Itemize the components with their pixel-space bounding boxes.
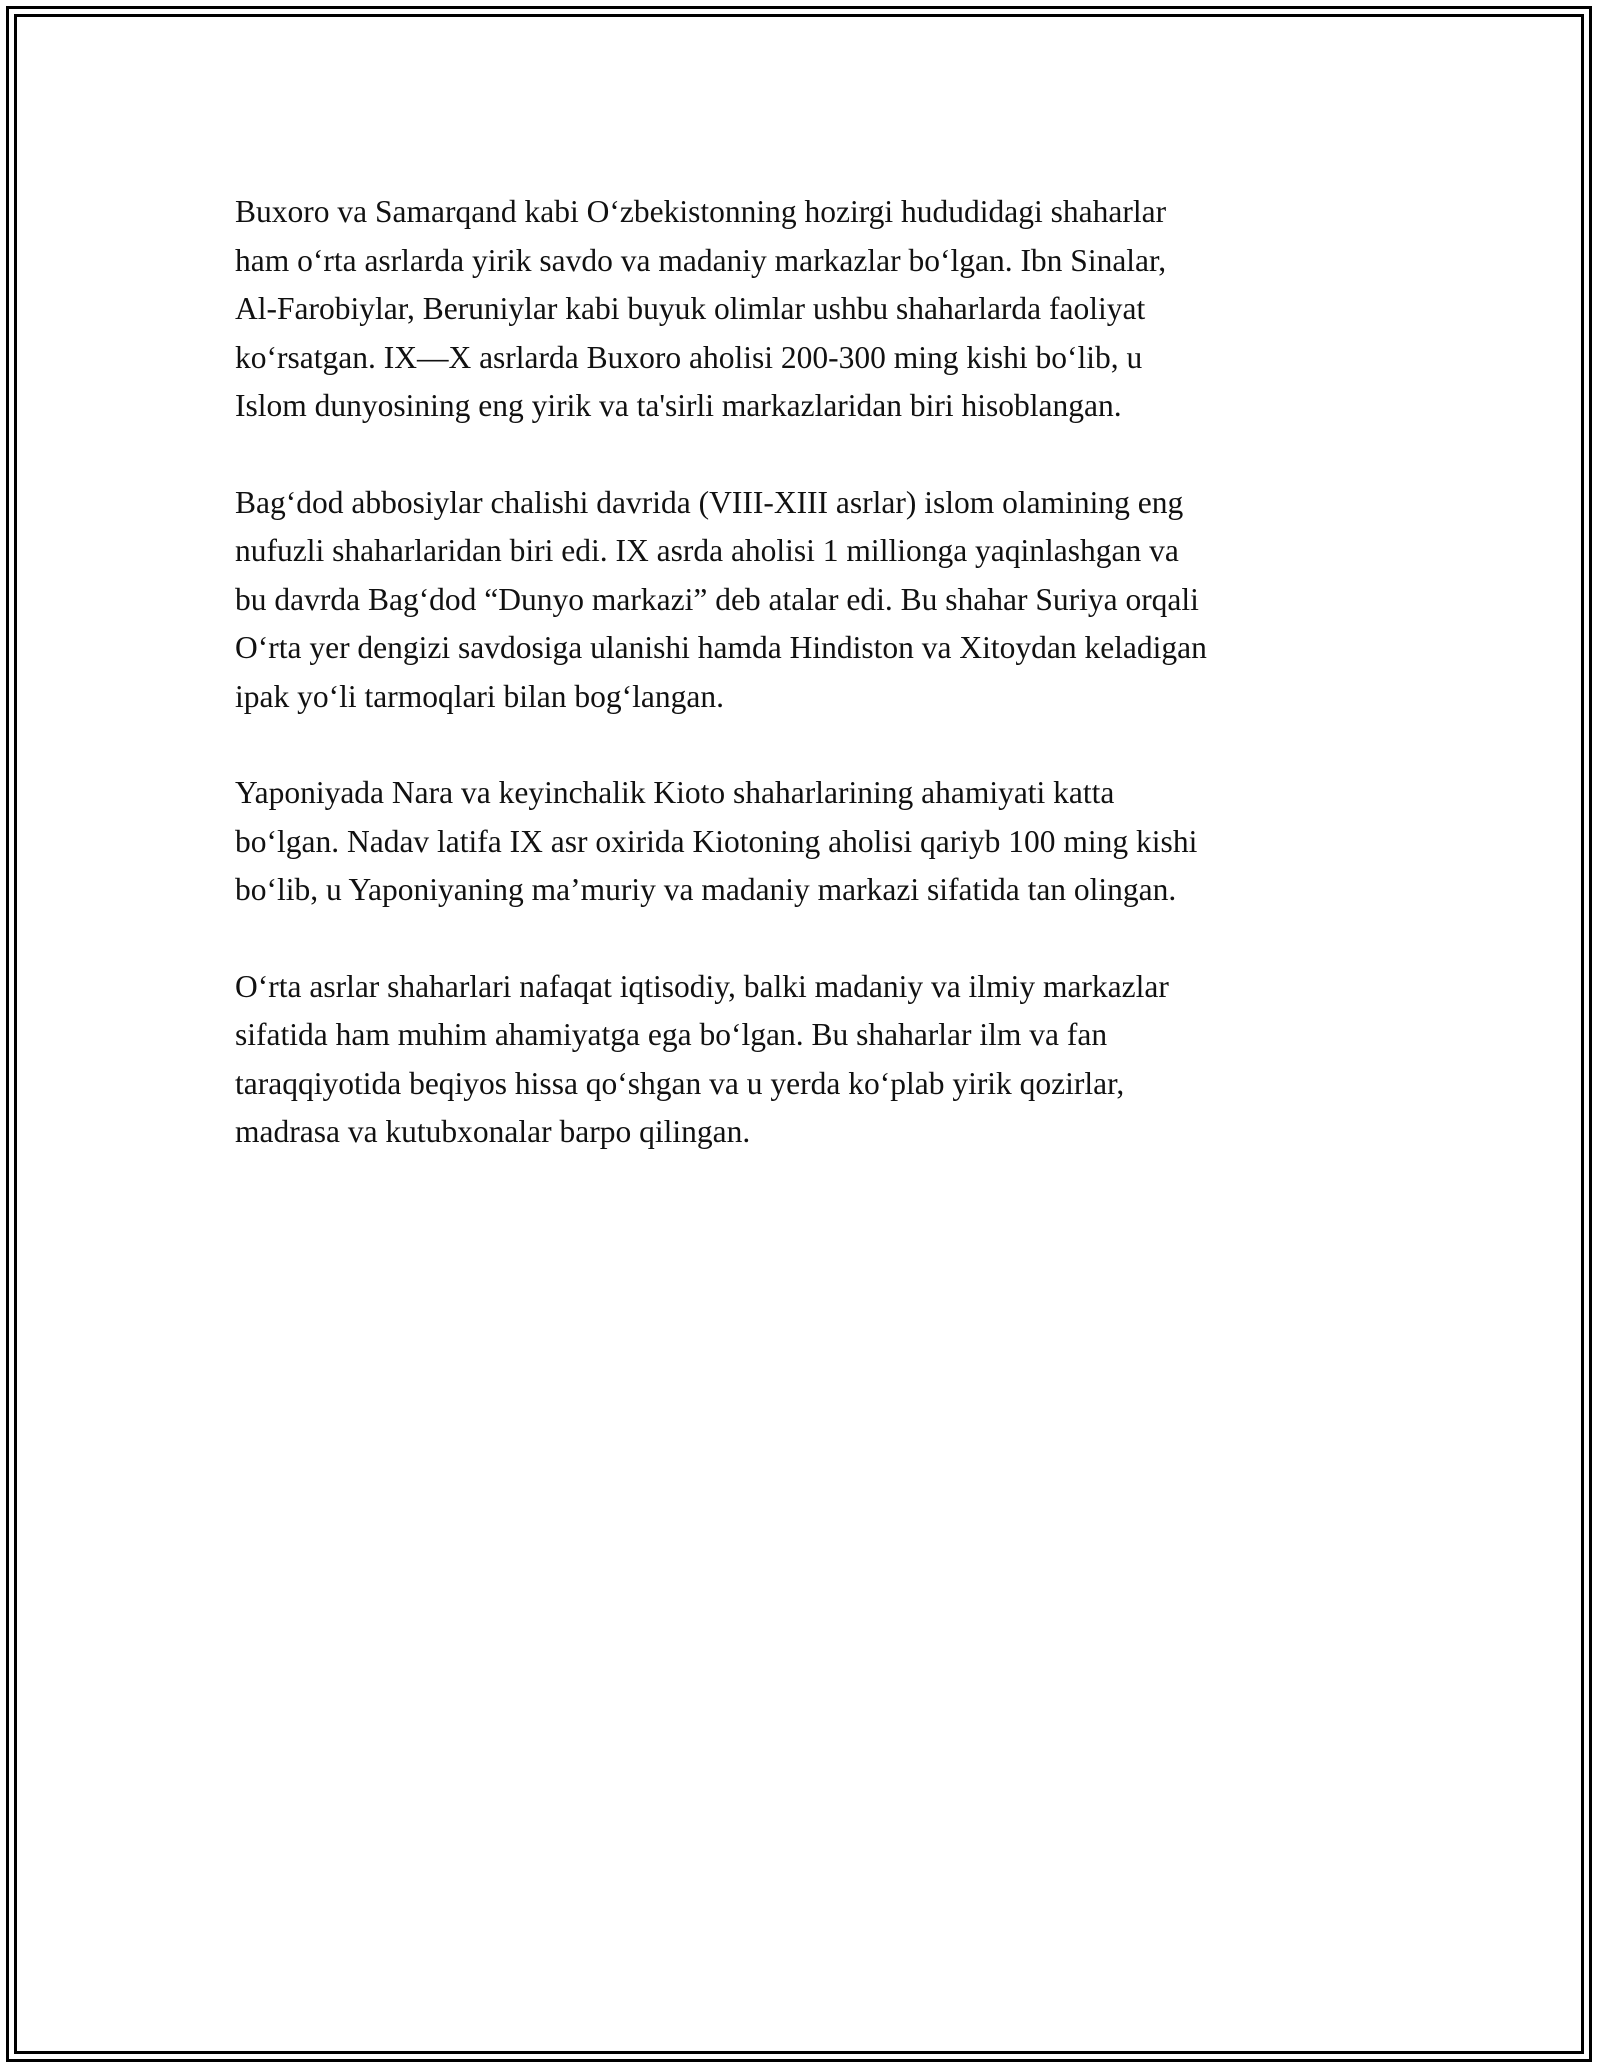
paragraph-2: Bag‘dod abbosiylar chalishi davrida (VIII-XIII asrlar) islom olamining eng nufuzli shaharlaridan biri edi. IX asrda aholisi 1 millionga yaqinlashgan va bu davrda Bag‘dod “Dunyo markazi” deb atalar edi. Bu shahar Suriya orqali O‘rta yer dengizi savdosiga ulanishi hamda Hindiston va Xitoydan keladigan ipak yo‘li tarmoqlari bilan bog‘langan. <box>235 484 1207 714</box>
paragraph-4: O‘rta asrlar shaharlari nafaqat iqtisodiy, balki madaniy va ilmiy markazlar sifatida ham muhim ahamiyatga ega bo‘lgan. Bu shaharlar ilm va fan taraqqiyotida beqiyos hissa qo‘shgan va u yerda ko‘plab yirik qozirlar, madrasa va kutubxonalar barpo qilingan. <box>235 968 1169 1149</box>
paragraph-3: Yaponiyada Nara va keyinchalik Kioto shaharlarining ahamiyati katta bo‘lgan. Nadav latifa IX asr oxirida Kiotoning aholisi qariyb 100 ming kishi bo‘lib, u Yaponiyaning ma’muriy va madaniy markazi sifatida tan olingan. <box>235 775 1198 907</box>
paragraph-1: Buxoro va Samarqand kabi O‘zbekistonning hozirgi hududidagi shaharlar ham o‘rta asrlarda yirik savdo va madaniy markazlar bo‘lgan. Ibn Sinalar, Al-Farobiylar, Beruniylar kabi buyuk olimlar ushbu shaharlarda faoliyat ko‘rsatgan. IX—X asrlarda Buxoro aholisi 200-300 ming kishi bo‘lib, u Islom dunyosining eng yirik va ta'sirli markazlaridan biri hisoblangan. <box>235 194 1167 423</box>
document-body <box>235 188 1375 1205</box>
